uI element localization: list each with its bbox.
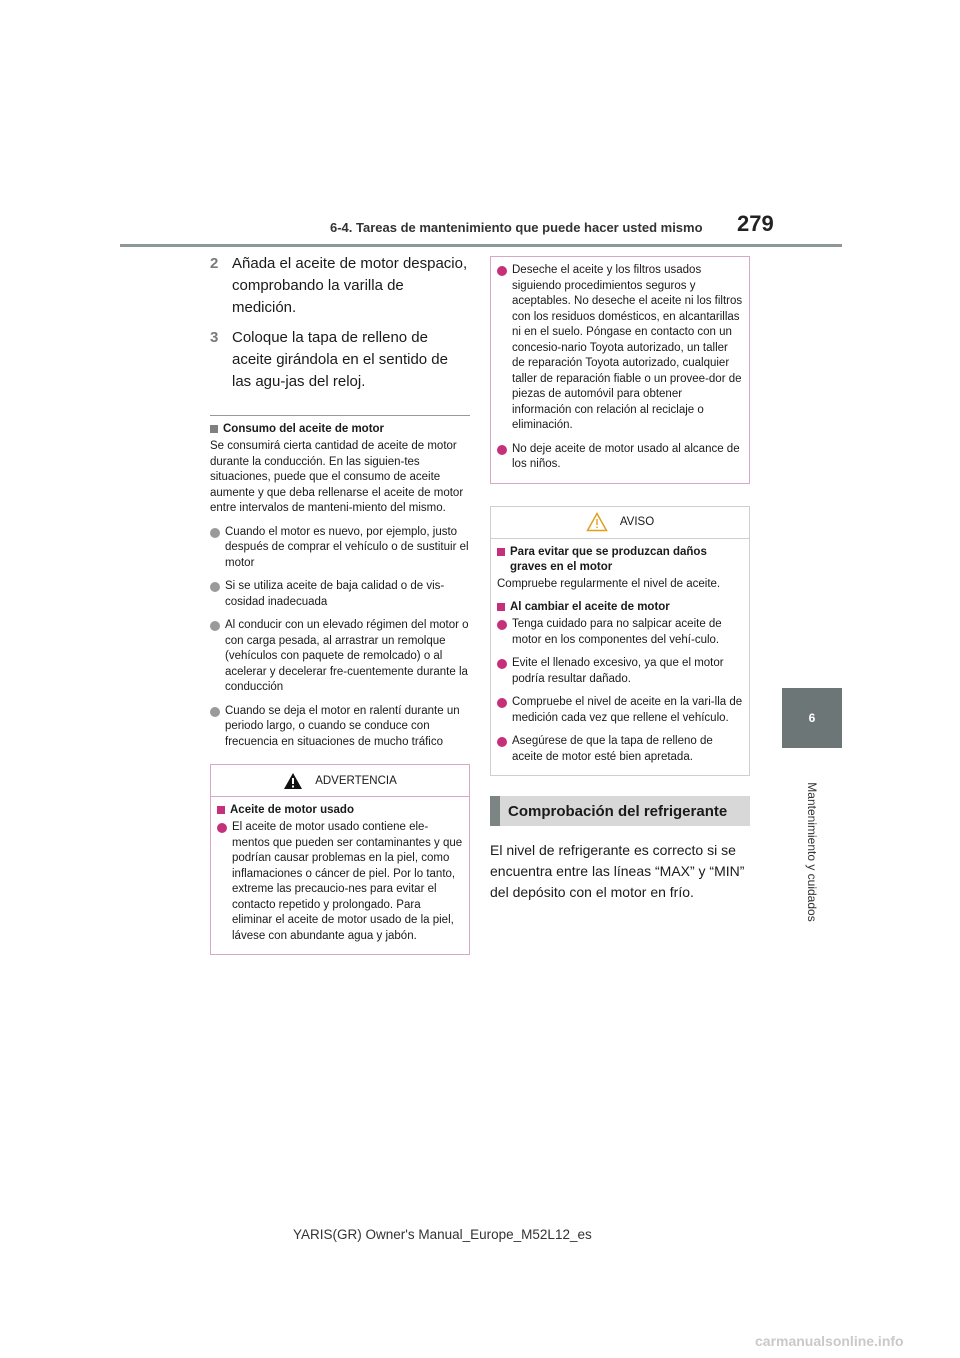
circle-bullet-icon xyxy=(497,737,507,747)
warning-box xyxy=(210,764,470,955)
list-item: Cuando se deja el motor en ralentí durante un periodo largo, o cuando se conduce con frecuencia en situaciones de mucho tráfico xyxy=(210,704,470,751)
circle-bullet-icon xyxy=(497,659,507,669)
caution-triangle-icon xyxy=(586,512,608,532)
caution-box-title: AVISO xyxy=(619,516,655,528)
engine-damage-heading: Para evitar que se produzcan daños graves en el motor xyxy=(497,545,743,575)
oil-consumption-heading-text: Consumo del aceite de motor xyxy=(223,423,385,435)
circle-bullet-icon xyxy=(217,823,227,833)
circle-bullet-icon xyxy=(210,582,220,592)
circle-bullet-icon xyxy=(210,707,220,717)
watermark: carmanualsonline.info xyxy=(755,1333,904,1349)
engine-damage-text: Compruebe regularmente el nivel de aceite. xyxy=(497,577,721,590)
oil-change-heading: Al cambiar el aceite de motor xyxy=(497,600,743,615)
oil-consumption-heading xyxy=(210,422,470,437)
circle-bullet-icon xyxy=(210,621,220,631)
list-item: Deseche el aceite y los filtros usados siguiendo procedimientos seguros y aceptables. No deseche el aceite ni los filtros con los residuos domésticos, en alcantarillas ni en el suelo. Póngase en contacto con un concesio-nario Toyota autorizado, un taller de reparación Toyota autorizado, cualquier taller de reparación fiable o un provee-dor de piezas de automóvil para obtener información con relación al reciclaje o eliminación. xyxy=(497,263,743,434)
page-header-title: 6-4. Tareas de mantenimiento que puede hacer usted mismo xyxy=(330,220,703,235)
left-column xyxy=(210,253,470,955)
step-number: 2 xyxy=(210,255,219,272)
caution-box xyxy=(490,506,750,777)
chapter-tab: 6 xyxy=(782,688,842,748)
list-item: Compruebe el nivel de aceite en la vari-lla de medición cada vez que rellene el vehículo. xyxy=(497,695,743,726)
page-number: 279 xyxy=(737,211,774,236)
step-item xyxy=(210,253,470,319)
list-item: Asegúrese de que la tapa de relleno de aceite de motor esté bien apretada. xyxy=(497,734,743,765)
square-bullet-icon xyxy=(217,806,225,814)
coolant-section-heading: Comprobación del refrigerante xyxy=(490,796,750,826)
section-divider xyxy=(210,415,470,416)
list-item: Evite el llenado excesivo, ya que el motor podría resultar dañado. xyxy=(497,656,743,687)
chapter-side-label: Mantenimiento y cuidados xyxy=(805,782,819,922)
list-item: Al conducir con un elevado régimen del motor o con carga pesada, al arrastrar un remolque (vehículos con paquete de remolcado) o al acelerar y decelerar fre-cuentemente durante la conducción xyxy=(210,618,470,696)
caution-box-header xyxy=(491,507,749,539)
warning-box-title: ADVERTENCIA xyxy=(315,774,397,787)
circle-bullet-icon xyxy=(497,266,507,276)
circle-bullet-icon xyxy=(497,698,507,708)
warning-box-continued xyxy=(490,256,750,484)
header-divider xyxy=(120,244,842,247)
step-item xyxy=(210,327,470,393)
coolant-text: El nivel de refrigerante es correcto si se encuentra entre las líneas “MAX” y “MIN” del depósito con el motor en frío. xyxy=(490,842,745,900)
list-item: El aceite de motor usado contiene ele-mentos que pueden ser contaminantes y que podrían causar problemas en la piel, como inflamaciones o cáncer de piel. Por lo tanto, extreme las precaucio-nes para evitar el contacto repetido y prolongado. Para eliminar el aceite de motor usado de la piel, lávese con abundante agua y jabón. xyxy=(217,820,463,944)
square-bullet-icon xyxy=(497,603,505,611)
circle-bullet-icon xyxy=(497,445,507,455)
used-oil-heading: Aceite de motor usado xyxy=(217,803,463,818)
right-column xyxy=(490,256,750,903)
step-number: 3 xyxy=(210,329,219,346)
page-footer: YARIS(GR) Owner's Manual_Europe_M52L12_es xyxy=(293,1227,592,1242)
square-bullet-icon xyxy=(210,425,218,433)
warning-box-header xyxy=(211,765,469,797)
step-text: Añada el aceite de motor despacio, comprobando la varilla de medición. xyxy=(232,255,468,316)
list-item: No deje aceite de motor usado al alcance de los niños. xyxy=(497,442,743,473)
step-text: Coloque la tapa de relleno de aceite girándola en el sentido de las agu-jas del reloj. xyxy=(232,329,448,390)
list-item: Si se utiliza aceite de baja calidad o de vis-cosidad inadecuada xyxy=(210,579,470,610)
warning-triangle-icon xyxy=(283,772,303,790)
circle-bullet-icon xyxy=(497,620,507,630)
square-bullet-icon xyxy=(497,548,505,556)
oil-consumption-intro: Se consumirá cierta cantidad de aceite de motor durante la conducción. En las siguien-tes situaciones, puede que el consumo de aceite aumente y que deba rellenarse el aceite de motor entre intervalos de manteni-miento del mismo. xyxy=(210,440,464,514)
list-item: Cuando el motor es nuevo, por ejemplo, justo después de comprar el vehículo o de sustituir el motor xyxy=(210,525,470,572)
circle-bullet-icon xyxy=(210,528,220,538)
list-item: Tenga cuidado para no salpicar aceite de motor en los componentes del vehí-culo. xyxy=(497,617,743,648)
